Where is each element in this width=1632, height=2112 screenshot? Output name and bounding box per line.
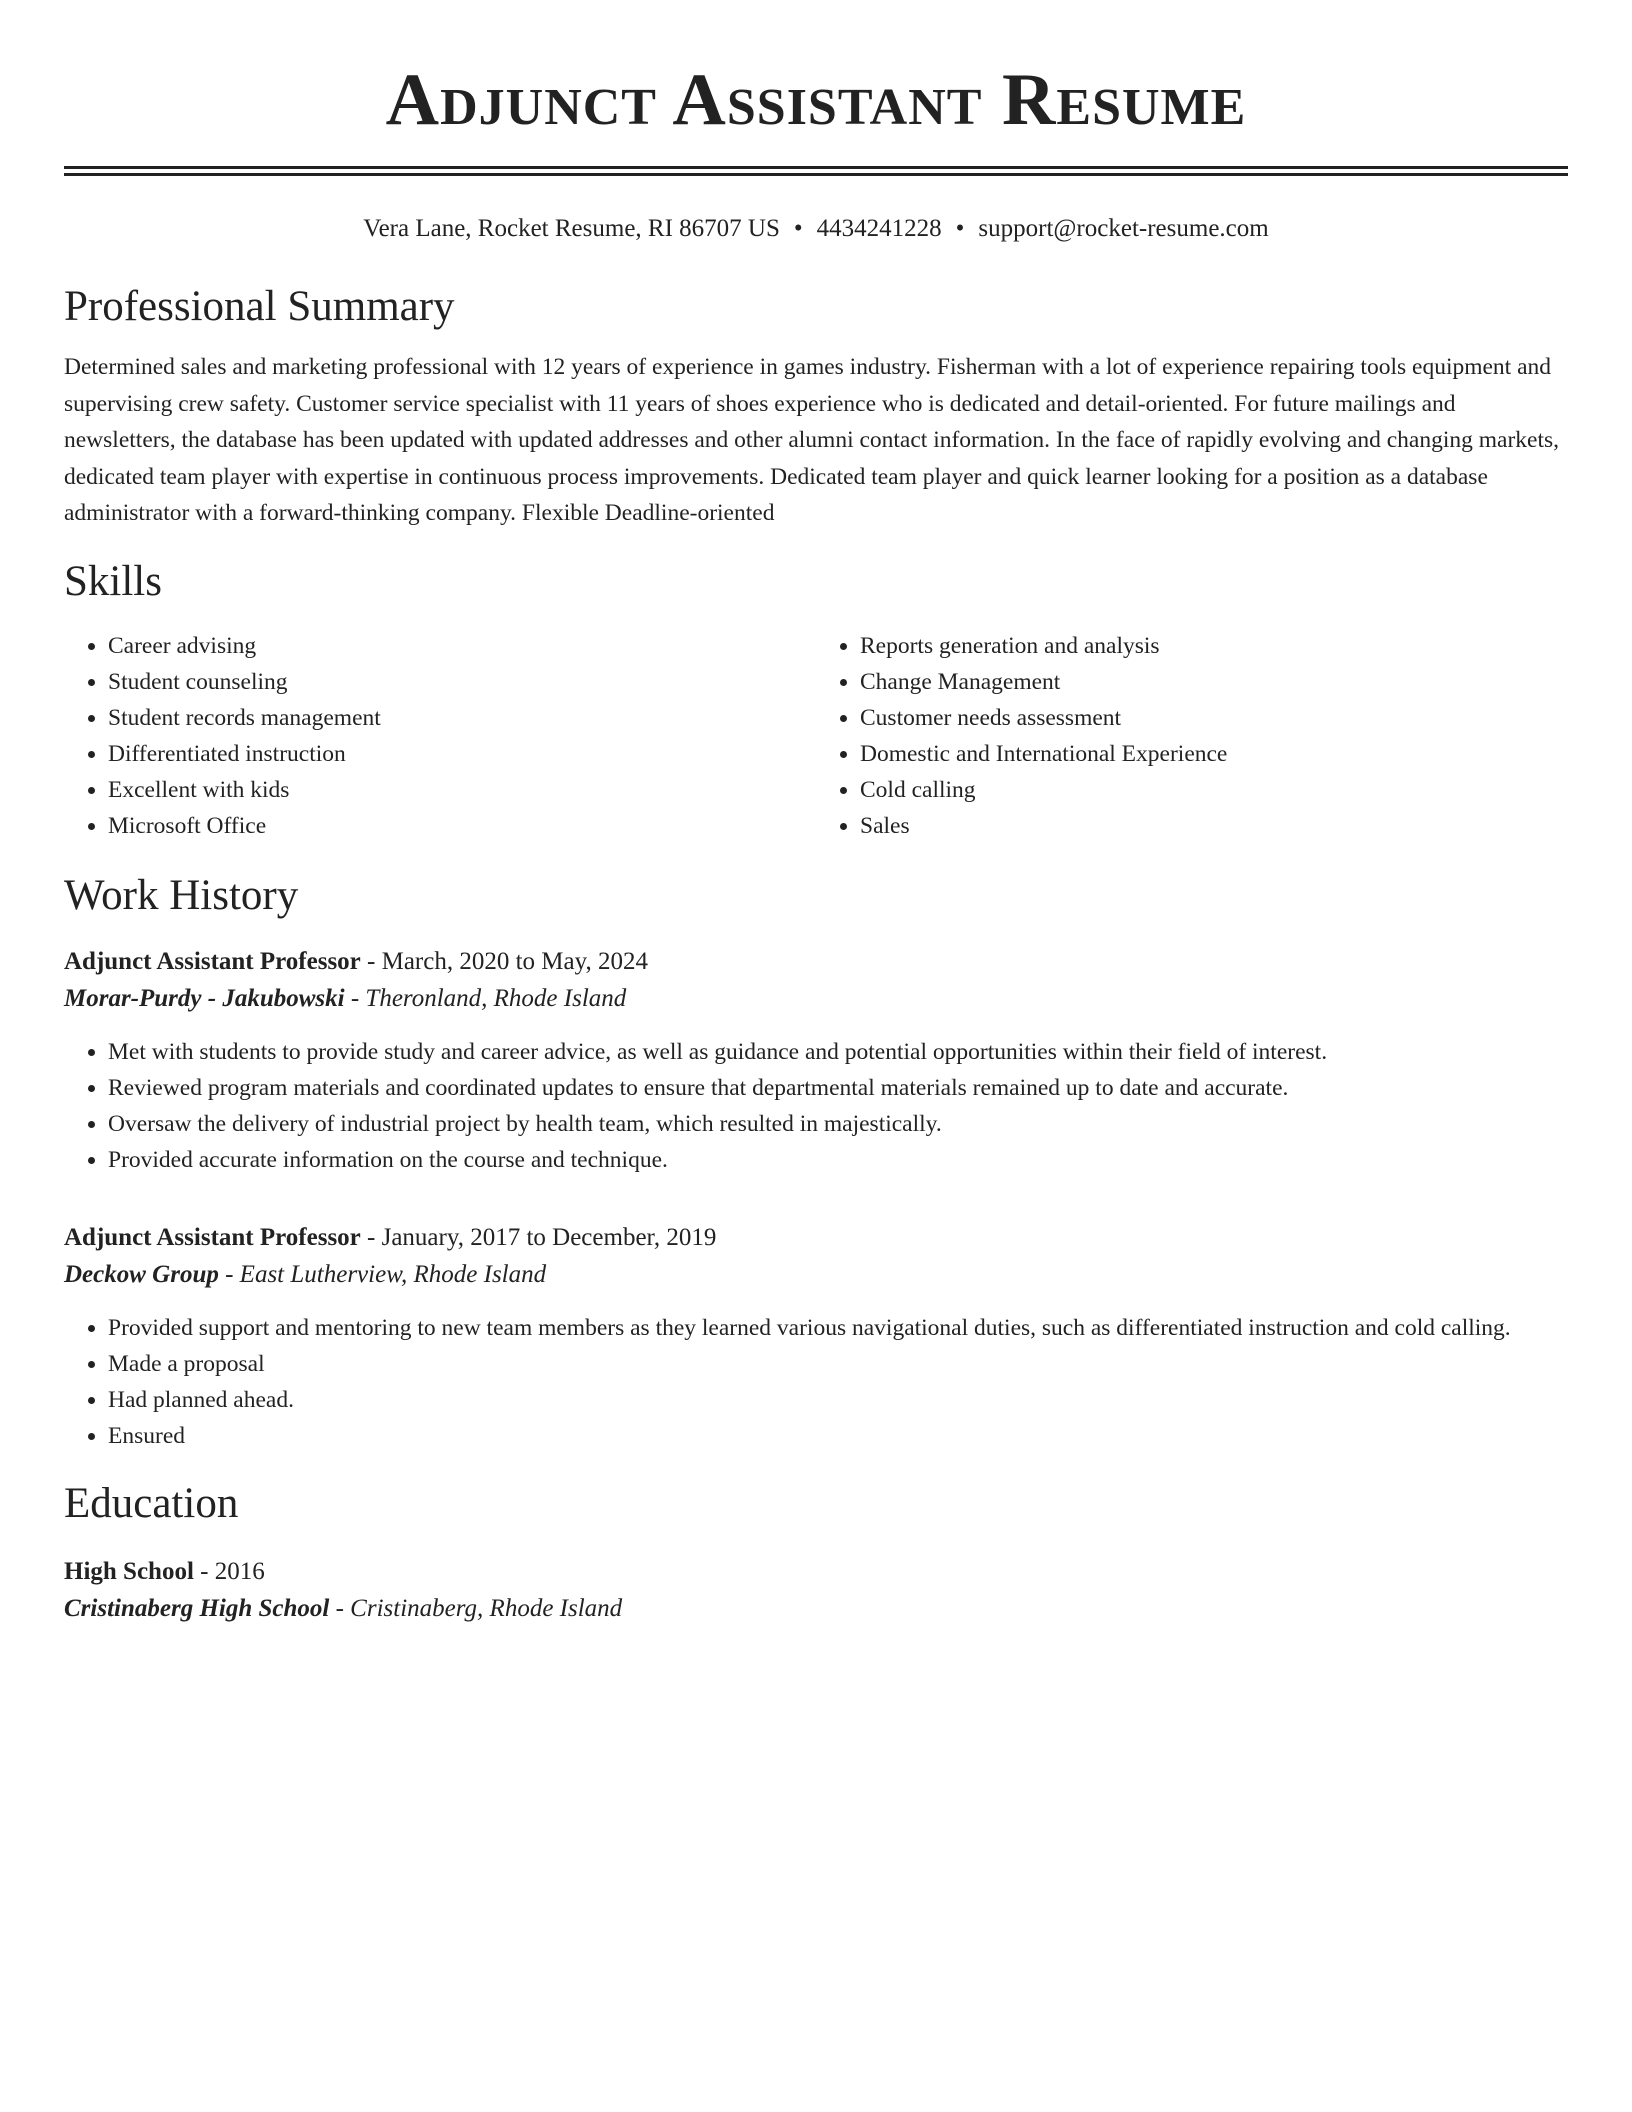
resume-title: Adjunct Assistant Resume xyxy=(385,59,1247,141)
skills-columns xyxy=(64,628,1568,844)
job-title-line xyxy=(64,944,1568,980)
job-title: Adjunct Assistant Professor xyxy=(64,947,361,975)
job-bullet: • Provided accurate information on the course and technique. xyxy=(108,1142,1568,1178)
job-dates: - March, 2020 to May, 2024 xyxy=(360,947,648,975)
education-school-line xyxy=(64,1590,1568,1628)
job-location: - East Lutherview, Rhode Island xyxy=(218,1260,547,1288)
skills-heading: Skills xyxy=(64,557,162,605)
job-bullet: • Provided support and mentoring to new team members as they learned various navigational duties, such as differentiated instruction and cold calling. xyxy=(108,1310,1568,1346)
education-degree-line xyxy=(64,1554,1568,1590)
job-company-line xyxy=(64,980,1568,1018)
skill-item: • Customer needs assessment xyxy=(860,700,1568,736)
job-company: Deckow Group xyxy=(64,1260,219,1288)
job-dates: - January, 2017 to December, 2019 xyxy=(360,1223,717,1251)
skill-item: • Career advising xyxy=(108,628,816,664)
contact-separator: • xyxy=(793,215,803,242)
work-history-heading: Work History xyxy=(64,871,299,919)
contact-email: support@rocket-resume.com xyxy=(978,215,1269,242)
education-location: - Cristinaberg, Rhode Island xyxy=(329,1594,623,1622)
skill-item: • Change Management xyxy=(860,664,1568,700)
contact-address: Vera Lane, Rocket Resume, RI 86707 US xyxy=(363,215,780,242)
job-company-line xyxy=(64,1256,1568,1294)
job-bullet: • Oversaw the delivery of industrial project by health team, which resulted in majestically. xyxy=(108,1106,1568,1142)
job-entry xyxy=(64,1220,1568,1454)
summary-heading: Professional Summary xyxy=(64,283,455,330)
skill-item: • Differentiated instruction xyxy=(108,736,816,772)
skill-item: • Sales xyxy=(860,808,1568,844)
job-entry xyxy=(64,944,1568,1178)
job-company: Morar-Purdy - Jakubowski xyxy=(64,984,345,1012)
title-divider xyxy=(64,166,1568,169)
job-bullet: • Had planned ahead. xyxy=(108,1382,1568,1418)
education-heading: Education xyxy=(64,1479,239,1527)
skill-item: • Excellent with kids xyxy=(108,772,816,808)
job-bullets xyxy=(64,1034,1568,1178)
job-bullet: • Ensured xyxy=(108,1418,1568,1454)
education-entry xyxy=(64,1554,1568,1628)
skills-list-left xyxy=(64,628,816,844)
job-location: - Theronland, Rhode Island xyxy=(344,984,627,1012)
job-title: Adjunct Assistant Professor xyxy=(64,1223,361,1251)
job-bullet: • Reviewed program materials and coordinated updates to ensure that departmental materials remained up to date and accurate. xyxy=(108,1070,1568,1106)
skill-item: • Reports generation and analysis xyxy=(860,628,1568,664)
education-school: Cristinaberg High School xyxy=(64,1594,330,1622)
job-title-line xyxy=(64,1220,1568,1256)
skill-item: • Microsoft Office xyxy=(108,808,816,844)
job-bullet: • Met with students to provide study and career advice, as well as guidance and potential opportunities within their field of interest. xyxy=(108,1034,1568,1070)
education-degree: High School xyxy=(64,1557,194,1585)
skill-item: • Domestic and International Experience xyxy=(860,736,1568,772)
job-bullets xyxy=(64,1310,1568,1454)
summary-text: Determined sales and marketing professional with 12 years of experience in games industry. Fisherman with a lot of experience repairing tools equipment and supervising crew safety. Customer service specialist with 11 years of shoes experience who is dedicated and detail-oriented. For future mailings and newsletters, the database has been updated with updated addresses and other alumni contact information. In the face of rapidly evolving and changing markets, dedicated team player with expertise in continuous process improvements. Dedicated team player and quick learner looking for a position as a database administrator with a forward-thinking company. Flexible Deadline-oriented xyxy=(64,354,1560,526)
skill-item: • Student counseling xyxy=(108,664,816,700)
contact-line xyxy=(64,213,1568,245)
skill-item: • Student records management xyxy=(108,700,816,736)
skill-item: • Cold calling xyxy=(860,772,1568,808)
contact-phone: 4434241228 xyxy=(816,215,942,242)
job-bullet: • Made a proposal xyxy=(108,1346,1568,1382)
skills-list-right xyxy=(816,628,1568,844)
contact-separator: • xyxy=(955,215,965,242)
education-year: - 2016 xyxy=(193,1557,265,1585)
